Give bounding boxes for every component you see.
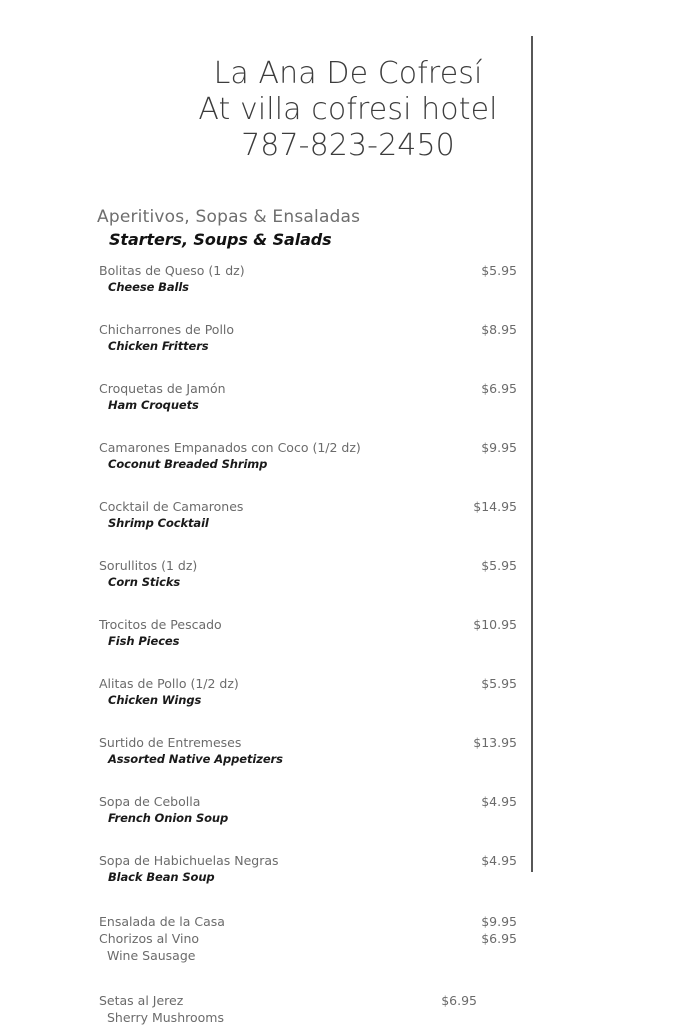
menu-item-price: $9.95 xyxy=(481,440,517,455)
menu-item-name: Ensalada de la Casa xyxy=(99,914,225,929)
menu-item xyxy=(99,992,517,1026)
menu-item-price: $9.95 xyxy=(481,914,517,929)
menu-item xyxy=(99,380,517,413)
menu-item xyxy=(99,557,517,590)
section-title-spanish: Aperitivos, Sopas & Ensaladas xyxy=(97,207,361,227)
menu-item xyxy=(99,439,517,472)
menu-item-price: $4.95 xyxy=(481,853,517,868)
menu-item xyxy=(99,498,517,531)
menu-item-translation: Corn Sticks xyxy=(108,575,181,589)
menu-item-translation: Coconut Breaded Shrimp xyxy=(108,457,268,471)
menu-item-price: $10.95 xyxy=(473,617,517,632)
menu-item-price: $5.95 xyxy=(481,263,517,278)
menu-item-row xyxy=(99,675,517,692)
menu-item-translation: French Onion Soup xyxy=(108,811,229,825)
menu-item-translation: Sherry Mushrooms xyxy=(107,1010,224,1025)
menu-item xyxy=(99,793,517,826)
menu-item-translation: Ham Croquets xyxy=(108,398,199,412)
menu-header xyxy=(0,56,682,164)
section-heading xyxy=(97,206,517,251)
restaurant-name: La Ana De Cofresí xyxy=(213,56,483,91)
menu-item-row xyxy=(99,616,517,633)
menu-item-name: Chicharrones de Pollo xyxy=(99,322,235,337)
menu-item-row xyxy=(99,913,517,930)
menu-item-name: Setas al Jerez xyxy=(99,993,184,1008)
menu-item-row xyxy=(99,992,517,1009)
menu-item-row xyxy=(99,439,517,456)
menu-item xyxy=(99,321,517,354)
restaurant-location: At villa cofresi hotel xyxy=(198,92,498,127)
menu-item xyxy=(99,734,517,767)
menu-item-name: Sorullitos (1 dz) xyxy=(99,558,198,573)
menu-item-row xyxy=(99,930,517,947)
menu-item-name: Sopa de Cebolla xyxy=(99,794,201,809)
menu-item-price: $14.95 xyxy=(473,499,517,514)
menu-item-translation: Chicken Wings xyxy=(108,693,202,707)
menu-item xyxy=(99,852,517,885)
menu-item-list xyxy=(99,262,517,1026)
menu-item-row xyxy=(99,793,517,810)
menu-item-price: $4.95 xyxy=(481,794,517,809)
menu-item-translation: Chicken Fritters xyxy=(108,339,209,353)
menu-item xyxy=(99,675,517,708)
menu-item-translation: Fish Pieces xyxy=(108,634,180,648)
menu-item-row xyxy=(99,734,517,751)
menu-item-row xyxy=(99,380,517,397)
menu-item-price: $6.95 xyxy=(441,993,477,1008)
section-title-english: Starters, Soups & Salads xyxy=(109,230,332,249)
menu-item-price: $5.95 xyxy=(481,676,517,691)
menu-item-translation: Cheese Balls xyxy=(108,280,189,294)
menu-item-price: $8.95 xyxy=(481,322,517,337)
menu-item-name: Sopa de Habichuelas Negras xyxy=(99,853,279,868)
restaurant-phone: 787-823-2450 xyxy=(241,128,455,163)
menu-item-price: $13.95 xyxy=(473,735,517,750)
menu-item-row xyxy=(99,852,517,869)
menu-item xyxy=(99,913,517,930)
menu-item-price: $6.95 xyxy=(481,381,517,396)
menu-item-name: Camarones Empanados con Coco (1/2 dz) xyxy=(99,440,361,455)
menu-item xyxy=(99,616,517,649)
menu-item-price: $6.95 xyxy=(481,931,517,946)
menu-item-name: Trocitos de Pescado xyxy=(99,617,222,632)
menu-item-name: Croquetas de Jamón xyxy=(99,381,226,396)
menu-item-row xyxy=(99,321,517,338)
menu-item-name: Cocktail de Camarones xyxy=(99,499,244,514)
menu-item xyxy=(99,930,517,964)
menu-item-name: Chorizos al Vino xyxy=(99,931,200,946)
menu-item-name: Surtido de Entremeses xyxy=(99,735,242,750)
menu-item-row xyxy=(99,557,517,574)
menu-item xyxy=(99,262,517,295)
menu-item-price: $5.95 xyxy=(481,558,517,573)
menu-item-translation: Shrimp Cocktail xyxy=(108,516,209,530)
menu-item-translation: Assorted Native Appetizers xyxy=(108,752,283,766)
menu-item-name: Alitas de Pollo (1/2 dz) xyxy=(99,676,239,691)
menu-item-translation: Wine Sausage xyxy=(107,948,196,963)
menu-item-translation: Black Bean Soup xyxy=(108,870,215,884)
menu-item-row xyxy=(99,498,517,515)
menu-item-name: Bolitas de Queso (1 dz) xyxy=(99,263,245,278)
menu-item-row xyxy=(99,262,517,279)
